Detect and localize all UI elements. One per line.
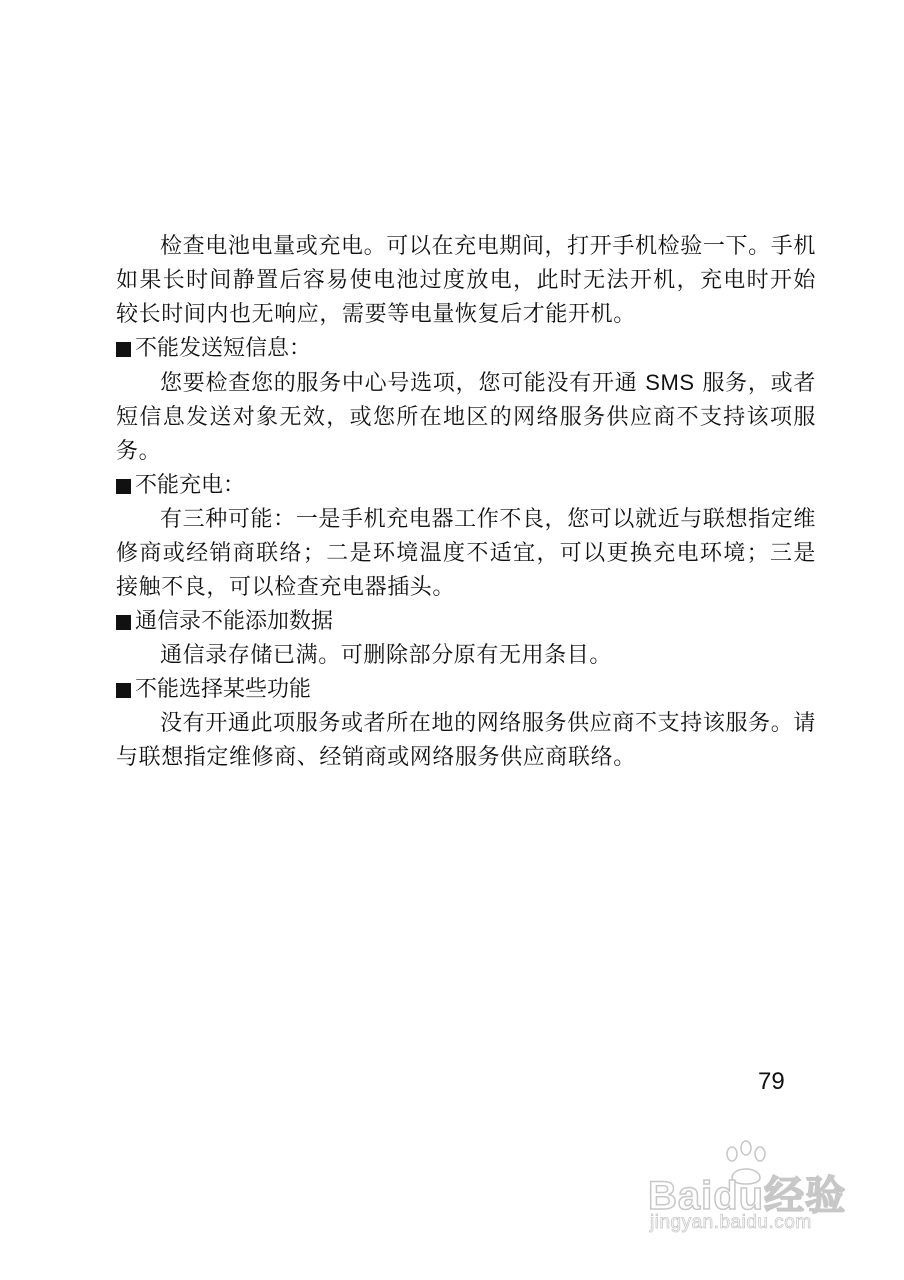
square-bullet-icon xyxy=(116,683,131,698)
heading-text: 不能发送短信息： xyxy=(135,336,312,361)
square-bullet-icon xyxy=(116,342,131,357)
square-bullet-icon xyxy=(116,615,131,630)
heading-text: 不能选择某些功能 xyxy=(135,677,312,702)
contacts-paragraph: 通信录存储已满。可删除部分原有无用条目。 xyxy=(160,643,613,668)
sms-paragraph xyxy=(116,366,816,469)
section-heading-charging xyxy=(116,469,816,503)
page-number: 79 xyxy=(758,1068,785,1095)
sms-paragraph-text-2: 服务，或者短信息发送对象无效，或您所在地区的网络服务供应商不支持该项服务。 xyxy=(116,371,817,464)
baidu-jingyan-watermark xyxy=(640,1140,870,1250)
watermark-brand: Baidu经验 xyxy=(648,1174,847,1218)
sms-paragraph-text-1: 您要检查您的服务中心号选项，您可能没有开通 xyxy=(160,371,646,396)
square-bullet-icon xyxy=(116,479,131,494)
watermark-url: jingyan.baidu.com xyxy=(650,1212,812,1233)
heading-text: 不能充电： xyxy=(135,473,246,498)
sms-term: SMS xyxy=(645,370,695,395)
functions-paragraph: 没有开通此项服务或者所在地的网络服务供应商不支持该服务。请与联想指定维修商、经销商或网络服务供应商联络。 xyxy=(116,711,816,770)
section-heading-contacts xyxy=(116,605,816,639)
page-content xyxy=(116,230,816,775)
section-heading-functions xyxy=(116,673,816,707)
section-heading-sms xyxy=(116,332,816,366)
battery-paragraph: 检查电池电量或充电。可以在充电期间，打开手机检验一下。手机如果长时间静置后容易使电池过度放电，此时无法开机，充电时开始较长时间内也无响应，需要等电量恢复后才能开机。 xyxy=(116,234,816,327)
heading-text: 通信录不能添加数据 xyxy=(135,609,334,634)
charging-paragraph: 有三种可能：一是手机充电器工作不良，您可以就近与联想指定维修商或经销商联络；二是环境温度不适宜，可以更换充电环境；三是接触不良，可以检查充电器插头。 xyxy=(116,507,816,600)
